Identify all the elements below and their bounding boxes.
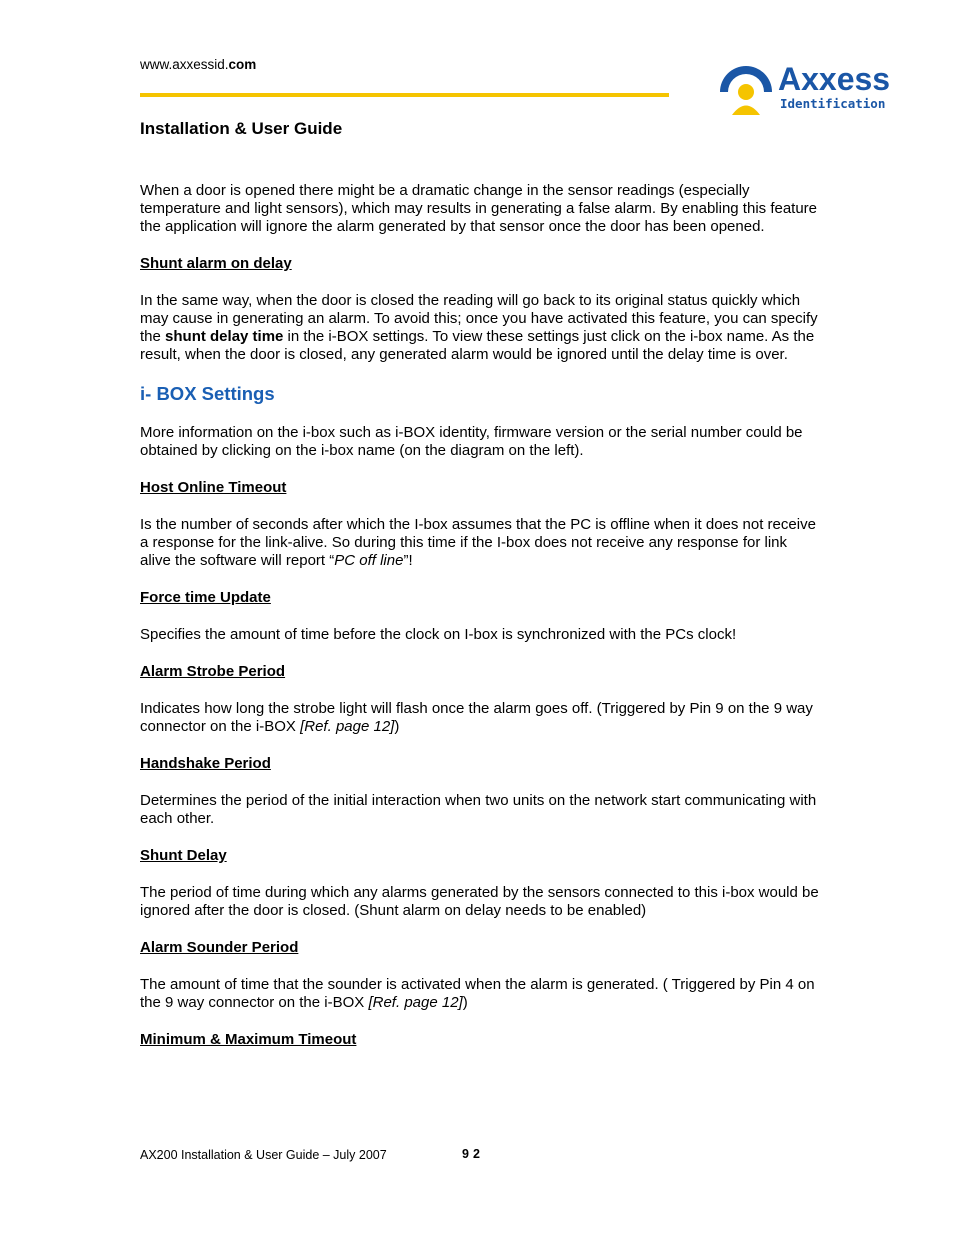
heading-shunt-alarm-on-delay: Shunt alarm on delay bbox=[140, 255, 292, 272]
logo-graphic bbox=[712, 52, 892, 122]
intro-paragraph: When a door is opened there might be a dramatic change in the sensor readings (especially temperature and light sensors), which may results in generating a false alarm. By enabling this feature the application will ignore the alarm generated by that sensor once the door has been opened. bbox=[140, 182, 818, 235]
heading-shunt-delay: Shunt Delay bbox=[140, 847, 227, 864]
strobe-paragraph bbox=[140, 700, 820, 736]
section-ibox-settings: i- BOX Settings bbox=[140, 383, 275, 404]
footer-text: AX200 Installation & User Guide – July 2007 bbox=[140, 1148, 387, 1162]
text-run: Indicates how long the strobe light will flash once the alarm goes off. (Triggered by Pin 9 on the 9 way connector on the i-BOX bbox=[140, 700, 813, 735]
site-url-prefix: www.axxessid. bbox=[140, 57, 229, 72]
document-title: Installation & User Guide bbox=[140, 119, 343, 138]
header-rule bbox=[140, 93, 669, 97]
text-run: Is the number of seconds after which the I-box assumes that the PC is offline when it does not receive a response for the link-alive. So during this time if the I-box does not receive any response for link alive the software will report “ bbox=[140, 516, 816, 569]
shunt-alarm-paragraph bbox=[140, 292, 820, 364]
page-reference: [Ref. page 12] bbox=[300, 718, 395, 735]
text-run: ) bbox=[394, 718, 400, 735]
heading-handshake-period: Handshake Period bbox=[140, 755, 271, 772]
axxess-logo bbox=[712, 52, 892, 122]
force-time-paragraph: Specifies the amount of time before the clock on I-box is synchronized with the PCs clock! bbox=[140, 626, 737, 643]
emphasis-text: shunt delay time bbox=[165, 328, 284, 345]
heading-alarm-strobe-period: Alarm Strobe Period bbox=[140, 663, 286, 680]
svg-text:Identification: Identification bbox=[780, 96, 886, 111]
host-timeout-paragraph bbox=[140, 516, 820, 570]
text-run: ) bbox=[462, 994, 468, 1011]
svg-text:Axxess: Axxess bbox=[778, 61, 891, 97]
sounder-paragraph bbox=[140, 976, 820, 1012]
text-run: The amount of time that the sounder is activated when the alarm is generated. ( Triggered by Pin 4 on the 9 way connector on the i-BOX bbox=[140, 976, 815, 1011]
main-content bbox=[140, 182, 820, 1068]
italic-text: PC off line bbox=[334, 552, 404, 569]
text-run: ”! bbox=[403, 552, 413, 569]
shunt-delay-paragraph: The period of time during which any alarms generated by the sensors connected to this i-box would be ignored after the door is closed. (Shunt alarm on delay needs to be enabled) bbox=[140, 884, 819, 919]
heading-force-time-update: Force time Update bbox=[140, 589, 271, 606]
handshake-paragraph: Determines the period of the initial interaction when two units on the network start communicating with each other. bbox=[140, 792, 817, 827]
text-run: In the same way, when the door is closed the reading will go back to its original status quickly which may cause in generating an alarm. To avoid this; once you have activated this feature, you can specify the bbox=[140, 292, 818, 345]
heading-host-online-timeout: Host Online Timeout bbox=[140, 479, 287, 496]
site-url-suffix: com bbox=[228, 57, 257, 72]
heading-min-max-timeout: Minimum & Maximum Timeout bbox=[140, 1031, 357, 1048]
text-run: in the i-BOX settings. To view these settings just click on the i-box name. As the result, when the door is closed, any generated alarm would be ignored until the delay time is over. bbox=[140, 328, 815, 363]
page-number: 92 bbox=[462, 1147, 484, 1161]
heading-alarm-sounder-period: Alarm Sounder Period bbox=[140, 939, 299, 956]
site-url bbox=[140, 57, 256, 72]
page-reference: [Ref. page 12] bbox=[368, 994, 463, 1011]
ibox-intro-paragraph: More information on the i-box such as i-BOX identity, firmware version or the serial number could be obtained by clicking on the i-box name (on the diagram on the left). bbox=[140, 424, 803, 459]
